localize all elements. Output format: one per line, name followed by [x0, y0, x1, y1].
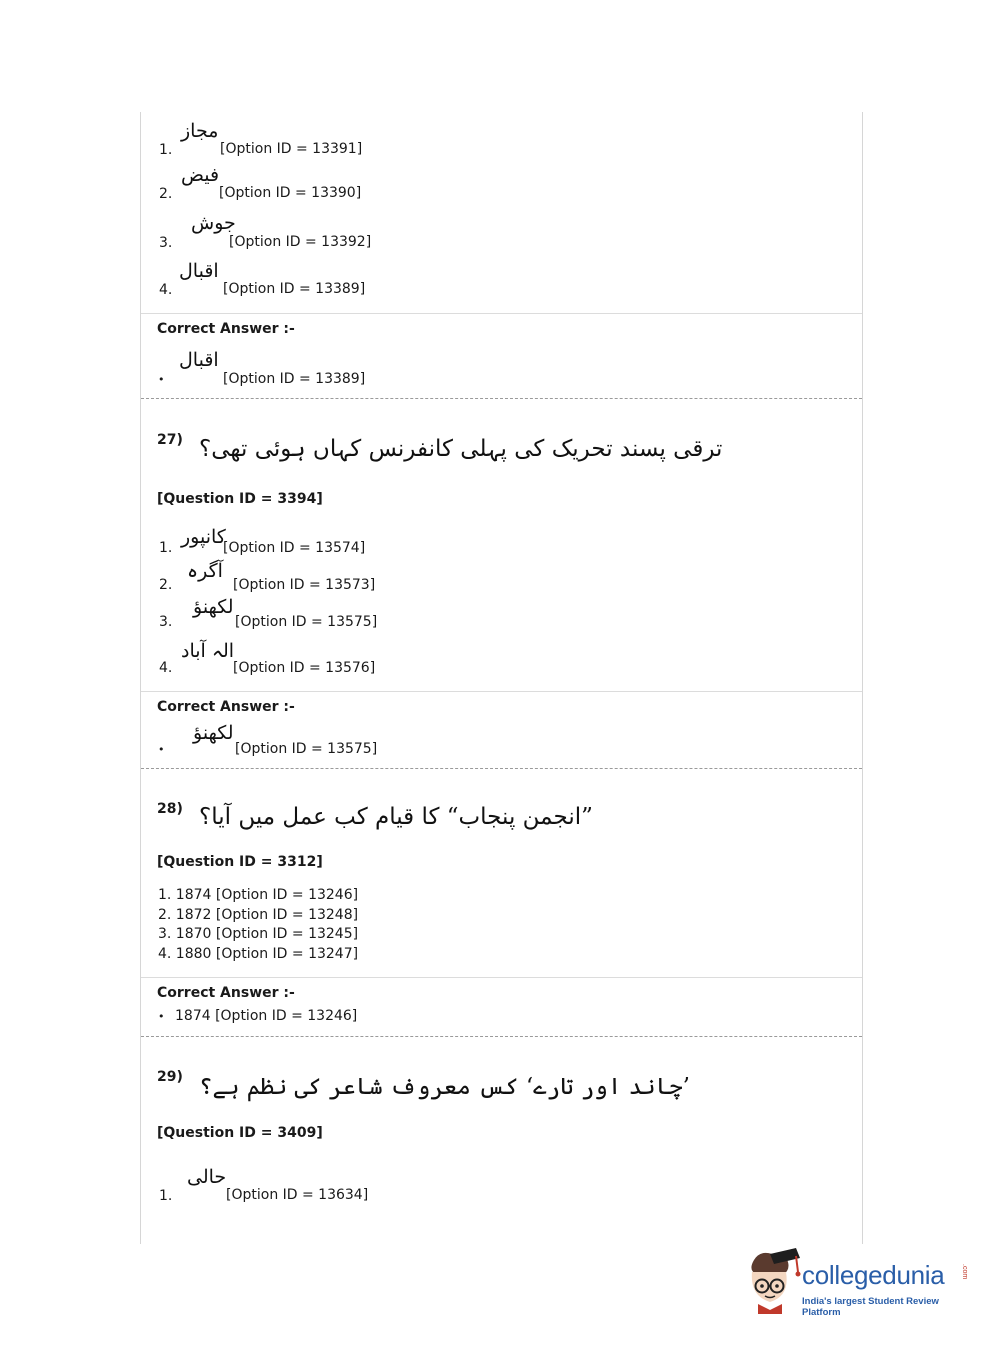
q27-option-3-number: 3. — [159, 614, 173, 630]
q27-option-3-urdu: لکھنؤ — [193, 596, 234, 618]
q26-option-4-id: [Option ID = 13389] — [223, 281, 366, 297]
q28-option-4: 4. 1880 [Option ID = 13247] — [158, 945, 359, 962]
q28-option-1: 1. 1874 [Option ID = 13246] — [158, 887, 359, 903]
question-sheet — [140, 112, 863, 1244]
q28-question-urdu: ”انجمن پنجاب“ کا قیام کب عمل میں آیا؟ — [199, 804, 593, 830]
q26-option-2-number: 2. — [159, 186, 173, 202]
divider — [141, 313, 862, 314]
q27-question-urdu: ترقی پسند تحریک کی پہلی کانفرنس کہاں ہوئی تھی؟ — [199, 436, 723, 462]
q27-correct-label: Correct Answer :- — [157, 699, 295, 715]
q26-option-2-id: [Option ID = 13390] — [219, 185, 362, 201]
q27-number: 27) — [157, 432, 183, 448]
q27-option-3-id: [Option ID = 13575] — [235, 614, 378, 630]
q26-option-3-urdu: جوش — [191, 212, 236, 234]
q27-option-1-id: [Option ID = 13574] — [223, 540, 366, 556]
q28-number: 28) — [157, 801, 183, 817]
q27-option-2-number: 2. — [159, 577, 173, 593]
question-separator — [141, 768, 862, 769]
q27-question-id: [Question ID = 3394] — [157, 491, 323, 507]
q28-option-3: 3. 1870 [Option ID = 13245] — [158, 926, 359, 942]
q27-option-2-id: [Option ID = 13573] — [233, 577, 376, 593]
brand-dotcom: .com — [961, 1264, 968, 1280]
q27-correct-bullet: • — [158, 743, 165, 756]
q27-correct-id: [Option ID = 13575] — [235, 741, 378, 757]
q27-option-1-number: 1. — [159, 540, 173, 556]
q26-option-1-number: 1. — [159, 142, 173, 158]
q29-question-urdu: ’چاند اور تارے‘ کس معروف شاعر کی نظم ہے؟ — [199, 1074, 690, 1100]
q28-correct-text: 1874 [Option ID = 13246] — [175, 1008, 358, 1024]
q26-option-2-urdu: فیض — [181, 164, 220, 186]
q29-number: 29) — [157, 1069, 183, 1085]
q26-option-1-urdu: مجاز — [181, 120, 219, 142]
q26-option-1-id: [Option ID = 13391] — [220, 141, 363, 157]
divider — [141, 691, 862, 692]
divider — [141, 977, 862, 978]
q27-option-4-id: [Option ID = 13576] — [233, 660, 376, 676]
q27-option-2-urdu: آگرہ — [187, 560, 223, 582]
q28-correct-bullet: • — [158, 1010, 165, 1023]
q26-correct-id: [Option ID = 13389] — [223, 371, 366, 387]
q27-option-1-urdu: کانپور — [181, 526, 226, 548]
q26-option-4-number: 4. — [159, 282, 173, 298]
q26-option-3-id: [Option ID = 13392] — [229, 234, 372, 250]
question-separator — [141, 1036, 862, 1037]
q26-option-3-number: 3. — [159, 235, 173, 251]
q26-correct-label: Correct Answer :- — [157, 321, 295, 337]
mascot-icon — [740, 1248, 802, 1318]
collegedunia-logo — [740, 1248, 970, 1318]
brand-name: collegedunia — [802, 1260, 945, 1290]
q29-option-1-id: [Option ID = 13634] — [226, 1187, 369, 1203]
q27-option-4-urdu: الہ آباد — [181, 640, 235, 662]
q28-correct-label: Correct Answer :- — [157, 985, 295, 1001]
q29-question-id: [Question ID = 3409] — [157, 1125, 323, 1141]
q29-option-1-number: 1. — [159, 1188, 173, 1204]
q28-question-id: [Question ID = 3312] — [157, 854, 323, 870]
q28-option-2: 2. 1872 [Option ID = 13248] — [158, 906, 359, 923]
q29-option-1-urdu: حالی — [187, 1166, 227, 1188]
q26-correct-bullet: • — [158, 373, 165, 386]
brand-tagline: India's largest Student Review Platform — [802, 1296, 939, 1318]
q27-option-4-number: 4. — [159, 660, 173, 676]
q26-option-4-urdu: اقبال — [179, 260, 219, 282]
q26-correct-urdu: اقبال — [179, 349, 219, 371]
q27-correct-urdu: لکھنؤ — [193, 722, 234, 744]
question-separator — [141, 398, 862, 399]
q28-options-list — [158, 886, 358, 964]
